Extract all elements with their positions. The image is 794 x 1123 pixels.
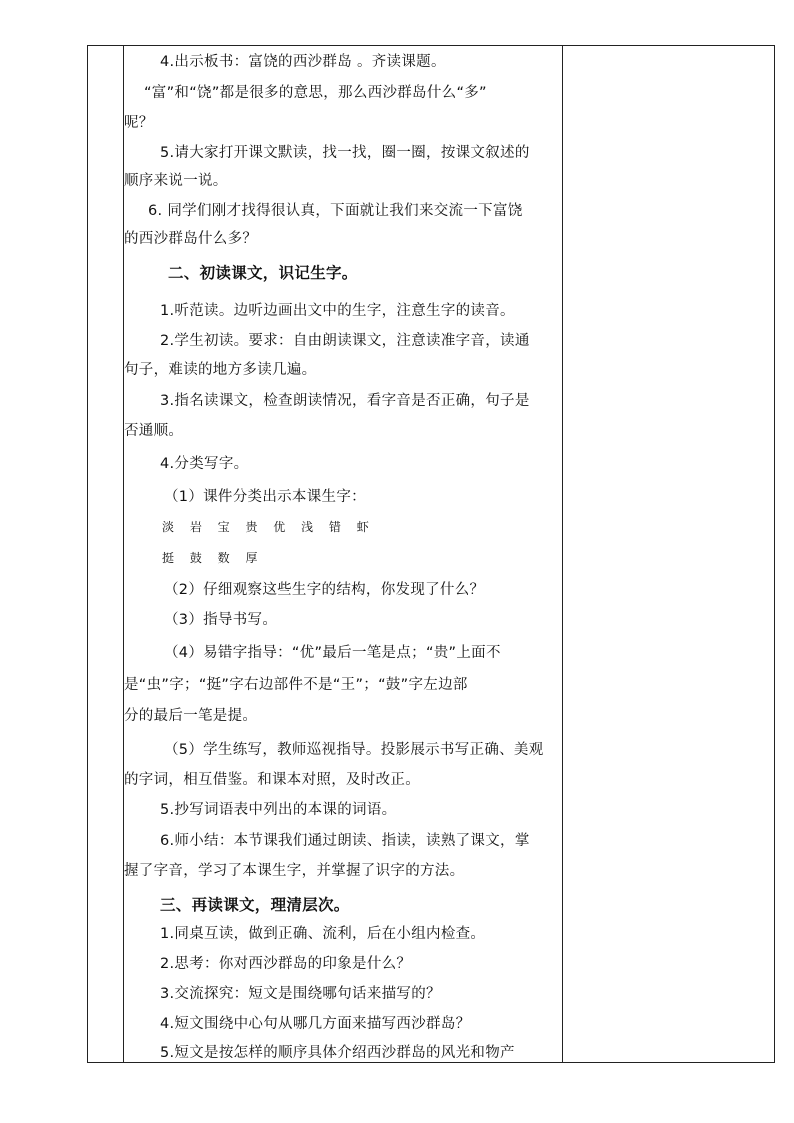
text-line: （5）学生练写，教师巡视指导。投影展示书写正确、美观 (164, 742, 544, 758)
text-line: 顺序来说一说。 (124, 173, 228, 189)
text-line: 6.师小结：本节课我们通过朗读、指读，读熟了课文，掌 (160, 833, 530, 849)
text-line: 1.同桌互读，做到正确、流利，后在小组内检查。 (160, 926, 486, 942)
text-line: 5.请大家打开课文默读，找一找，圈一圈，按课文叙述的 (160, 145, 530, 161)
table-column-divider (123, 46, 124, 1062)
text-line: 1.听范读。边听边画出文中的生字，注意生字的读音。 (160, 303, 515, 319)
text-line: 的字词，相互借鉴。和课本对照，及时改正。 (124, 772, 420, 788)
text-line: 2.学生初读。要求：自由朗读课文，注意读准字音，读通 (160, 333, 530, 349)
text-line: 5.抄写词语表中列出的本课的词语。 (160, 802, 397, 818)
text-line: 句子，难读的地方多读几遍。 (124, 362, 317, 378)
text-line: 5.短文是按怎样的顺序具体介绍西沙群岛的风光和物产 (160, 1045, 515, 1061)
text-line: 的西沙群岛什么多？ (124, 231, 258, 247)
character-list: 淡 岩 宝 贵 优 浅 错 虾 (162, 520, 375, 534)
text-line: 2.思考：你对西沙群岛的印象是什么？ (160, 956, 412, 972)
text-line: 4.出示板书：富饶的西沙群岛 。齐读课题。 (160, 54, 446, 70)
text-line: 6. 同学们刚才找得很认真，下面就让我们来交流一下富饶 (148, 203, 523, 219)
text-line: （3）指导书写。 (164, 612, 278, 628)
text-line: 4.分类写字。 (160, 456, 249, 472)
text-line: 握了字音，学习了本课生字，并掌握了识字的方法。 (124, 863, 465, 879)
text-line: “富”和“饶”都是很多的意思，那么西沙群岛什么“多” (144, 85, 487, 101)
text-line: （1）课件分类出示本课生字： (164, 489, 366, 505)
section-heading: 三、再读课文，理清层次。 (160, 896, 350, 914)
text-line: （2）仔细观察这些生字的结构，你发现了什么？ (164, 582, 485, 598)
text-line: 否通顺。 (124, 423, 184, 439)
section-heading: 二、初读课文，识记生字。 (168, 264, 358, 282)
text-line: 呢？ (124, 115, 154, 131)
character-list: 挺 鼓 数 厚 (162, 551, 264, 565)
text-line: 3.交流探究：短文是围绕哪句话来描写的？ (160, 986, 441, 1002)
text-line: （4）易错字指导：“优”最后一笔是点；“贵”上面不 (164, 645, 501, 661)
text-line: 分的最后一笔是提。 (124, 708, 258, 724)
text-line: 4.短文围绕中心句从哪几方面来描写西沙群岛？ (160, 1016, 471, 1032)
text-line: 是“虫”字；“挺”字右边部件不是“王”；“鼓”字左边部 (124, 677, 468, 693)
text-line: 3.指名读课文，检查朗读情况，看字音是否正确，句子是 (160, 393, 530, 409)
